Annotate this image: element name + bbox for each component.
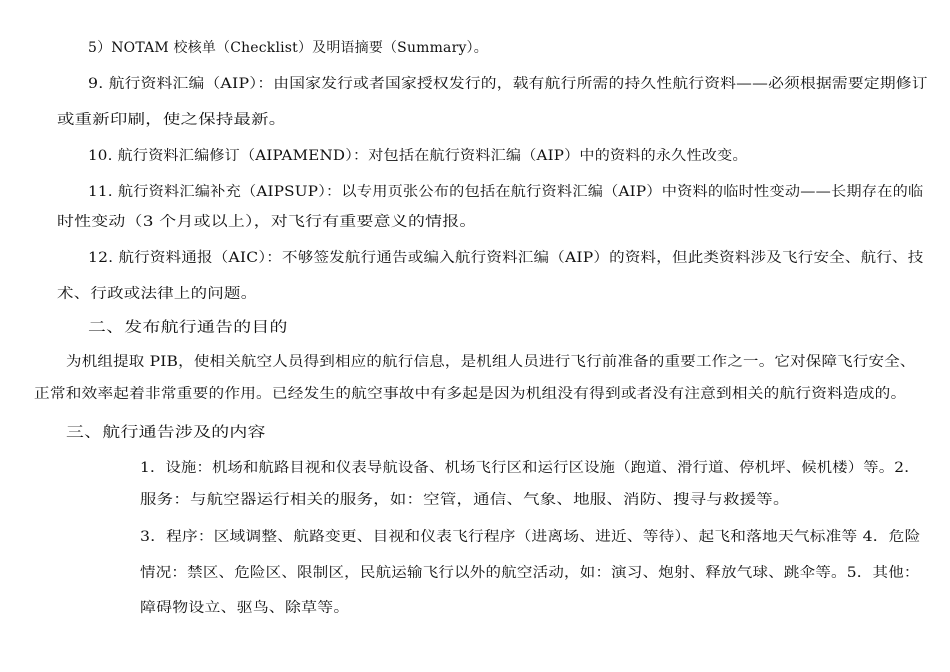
definition-aip: 9. 航行资料汇编（AIP）：由国家发行或者国家授权发行的，载有航行所需的持久性航行资料——必须根据需要定期修订: [88, 76, 928, 92]
section-heading-content: 三、航行通告涉及的内容: [66, 425, 266, 441]
definition-aipsup: 11. 航行资料汇编补充（AIPSUP）：以专用页张公布的包括在航行资料汇编（AIP）中资料的临时性变动——长期存在的临: [88, 184, 924, 200]
paragraph-purpose-continued: 正常和效率起着非常重要的作用。已经发生的航空事故中有多起是因为机组没有得到或者没有注意到相关的航行资料造成的。: [34, 386, 907, 402]
content-item-other: 障碍物设立、驱鸟、除草等。: [140, 600, 350, 616]
content-item-facilities: 1．设施：机场和航路目视和仪表导航设备、机场飞行区和运行区设施（跑道、滑行道、停机坪、候机楼）等。2．: [140, 460, 920, 476]
definition-aipamend: 10. 航行资料汇编修订（AIPAMEND）：对包括在航行资料汇编（AIP）中的资料的永久性改变。: [88, 148, 748, 164]
content-item-procedures: 3．程序：区域调整、航路变更、目视和仪表飞行程序（进离场、进近、等待）、起飞和落地天气标准等 4．危险: [140, 529, 921, 545]
paragraph-purpose: 为机组提取 PIB，使相关航空人员得到相应的航行信息，是机组人员进行飞行前准备的重要工作之一。它对保障飞行安全、: [66, 354, 916, 370]
definition-aipsup-continued: 时性变动（3 个月或以上），对飞行有重要意义的情报。: [57, 214, 477, 230]
content-item-hazards: 情况：禁区、危险区、限制区，民航运输飞行以外的航空活动，如：演习、炮射、释放气球、跳伞等。5．其他：: [140, 565, 920, 581]
definition-aip-continued: 或重新印刷，使之保持最新。: [57, 112, 287, 128]
section-heading-purpose: 二、发布航行通告的目的: [88, 320, 288, 336]
definition-aic-continued: 术、行政或法律上的问题。: [57, 286, 258, 302]
definition-aic: 12. 航行资料通报（AIC）：不够签发航行通告或编入航行资料汇编（AIP）的资料，但此类资料涉及飞行安全、航行、技: [88, 250, 924, 266]
content-item-services: 服务：与航空器运行相关的服务，如：空管，通信、气象、地服、消防、搜寻与救援等。: [140, 492, 790, 508]
list-item-notam-checklist: 5）NOTAM 校核单（Checklist）及明语摘要（Summary）。: [88, 40, 488, 56]
